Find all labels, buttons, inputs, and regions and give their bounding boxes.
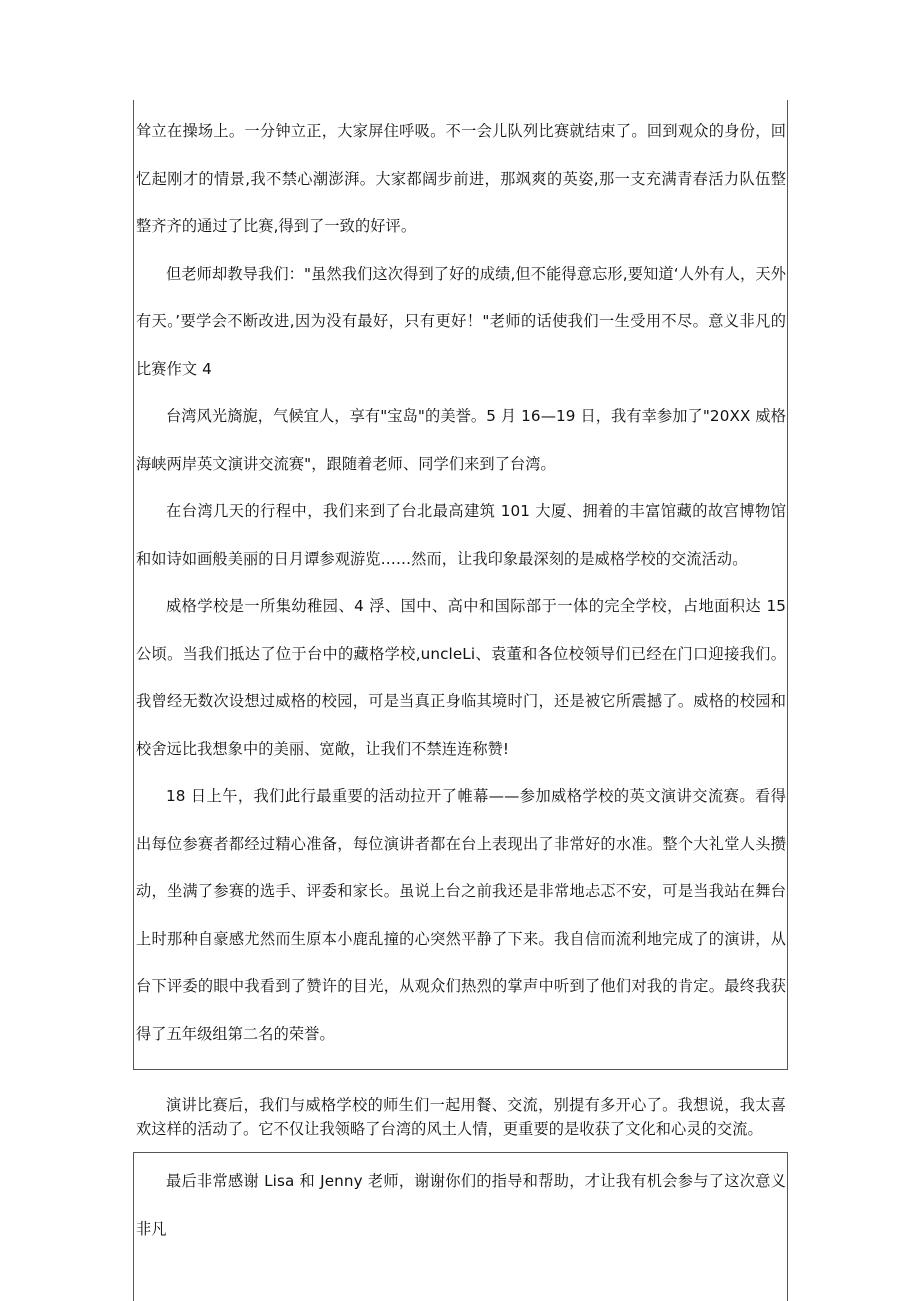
paragraph: 威格学校是一所集幼稚园、4 浮、国中、高中和国际部于一体的完全学校，占地面积达 15 公顷。当我们抵达了位于台中的藏格学校,uncleLi、袁董和各位校领导们已经在门口迎接我们。我曾经无数次设想过威格的校园，可是当真正身临其境时门，还是被它所震撼了。威格的校园和校舍远比我想象中的美丽、宽敞，让我们不禁连连称赞! — [136, 597, 786, 758]
text-block-tail — [136, 1158, 786, 1253]
paragraph: 最后非常感谢 Lisa 和 Jenny 老师，谢谢你们的指导和帮助，才让我有机会参与了这次意义非凡 — [136, 1172, 786, 1238]
text-block-middle — [136, 1093, 786, 1141]
paragraph: 台湾风光旖旎，气候宜人，享有"宝岛"的美誉。5 月 16—19 日，我有幸参加了"20XX 威格海峡两岸英文演讲交流赛"，跟随着老师、同学们来到了台湾。 — [136, 407, 786, 473]
text-block-main — [136, 108, 786, 1058]
paragraph: 但老师却教导我们："虽然我们这次得到了好的成绩,但不能得意忘形,要知道‘人外有人，天外有天。’要学会不断改进,因为没有最好，只有更好！"老师的话使我们一生受用不尽。意义非凡的比赛作文 4 — [136, 264, 786, 378]
paragraph: 在台湾几天的行程中，我们来到了台北最高建筑 101 大厦、拥着的丰富馆藏的故宫博物馆和如诗如画般美丽的日月谭参观游览……然而，让我印象最深刻的是威格学校的交流活动。 — [136, 502, 786, 568]
paragraph: 演讲比赛后，我们与威格学校的师生们一起用餐、交流，别提有多开心了。我想说，我太喜欢这样的活动了。它不仅让我领略了台湾的风土人情，更重要的是收获了文化和心灵的交流。 — [136, 1096, 786, 1138]
paragraph: 18 日上午，我们此行最重要的活动拉开了帷幕——参加威格学校的英文演讲交流赛。看得出每位参赛者都经过精心准备，每位演讲者都在台上表现出了非常好的水准。整个大礼堂人头攒动，坐满了参赛的选手、评委和家长。虽说上台之前我还是非常地忐忑不安，可是当我站在舞台上时那种自豪感尤然而生原本小鹿乱撞的心突然平静了下来。我自信而流利地完成了的演讲，从台下评委的眼中我看到了赞许的目光，从观众们热烈的掌声中听到了他们对我的肯定。最终我获得了五年级组第二名的荣誉。 — [136, 787, 786, 1043]
paragraph: 耸立在操场上。一分钟立正，大家屏住呼吸。不一会儿队列比赛就结束了。回到观众的身份，回忆起刚才的情景,我不禁心潮澎湃。大家都阔步前进，那飒爽的英姿,那一支充满青春活力队伍整整齐齐的通过了比赛,得到了一致的好评。 — [136, 122, 786, 235]
